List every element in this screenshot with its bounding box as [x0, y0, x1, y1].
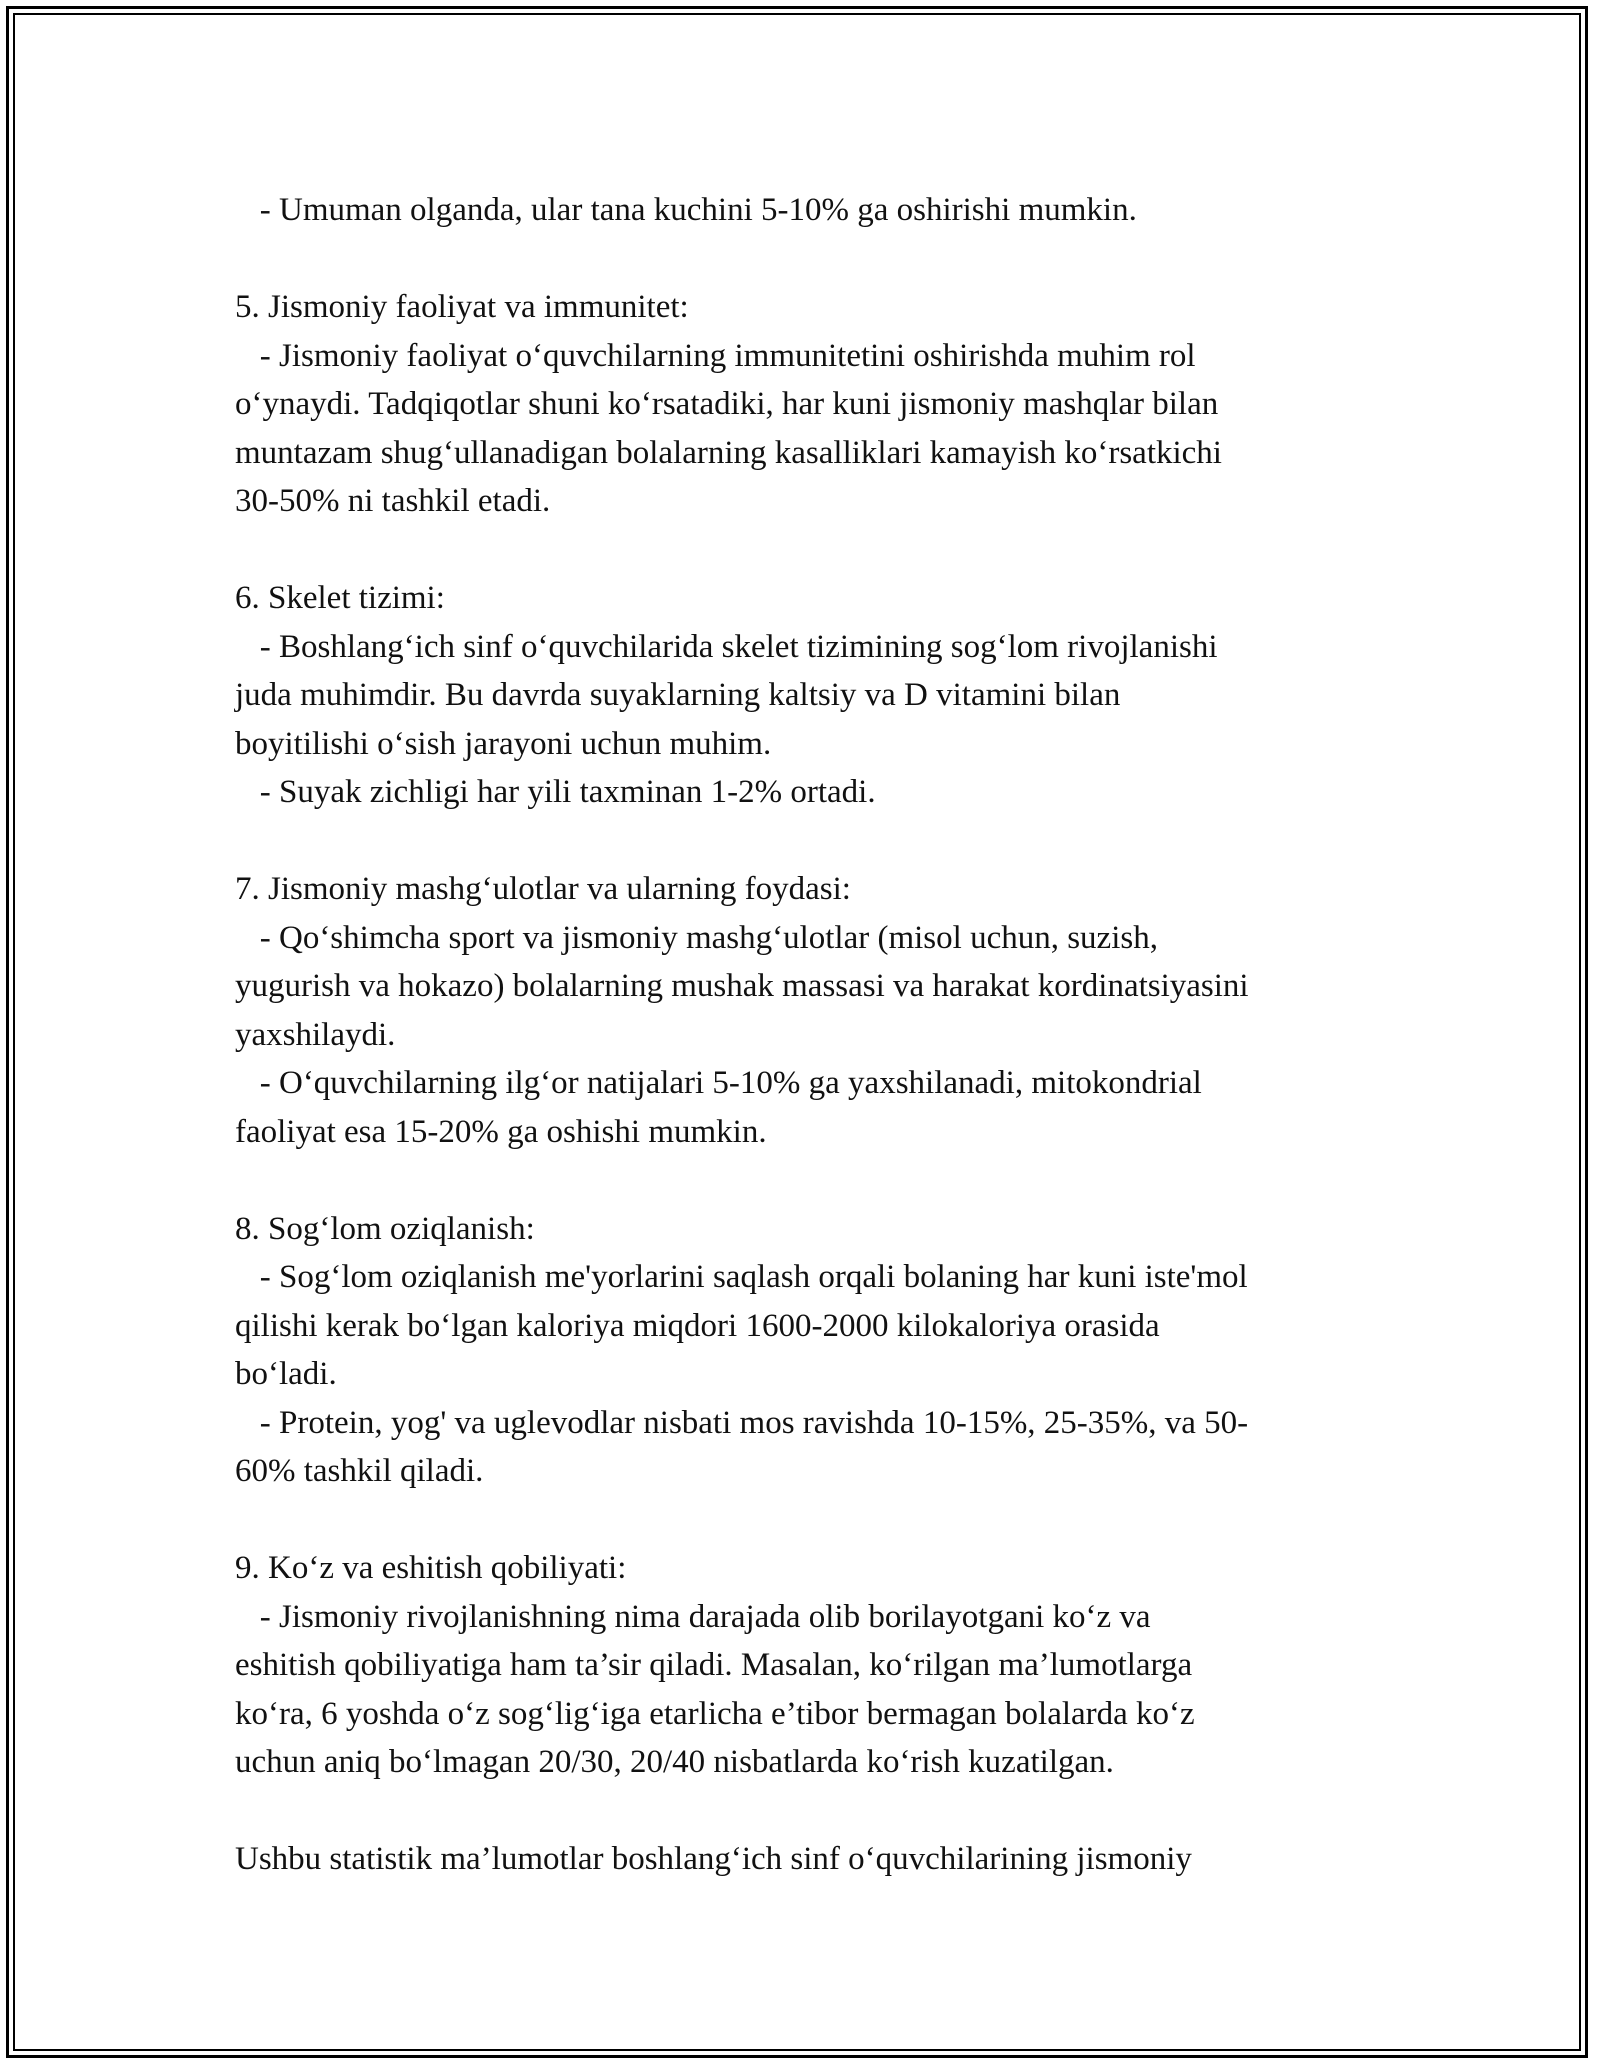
section-heading: 9. Ko‘z va eshitish qobiliyati:: [235, 1550, 627, 1586]
text-line: ko‘ra, 6 yoshda o‘z sog‘lig‘iga etarlicha e’tibor bermagan bolalarda ko‘z: [235, 1695, 1195, 1732]
text-line: 30-50% ni tashkil etadi.: [235, 483, 551, 519]
text-line: uchun aniq bo‘lmagan 20/30, 20/40 nisbatlarda ko‘rish kuzatilgan.: [235, 1744, 1114, 1780]
text-line: Ushbu statistik ma’lumotlar boshlang‘ich sinf o‘quvchilarining jismoniy: [235, 1841, 1192, 1877]
text-line: - Sog‘lom oziqlanish me'yorlarini saqlash orqali bolaning har kuni iste'mol: [235, 1259, 1248, 1295]
text-line: juda muhimdir. Bu davrda suyaklarning kaltsiy va D vitamini bilan: [235, 677, 1121, 713]
text-line: - O‘quvchilarning ilg‘or natijalari 5-10% ga yaxshilanadi, mitokondrial: [235, 1065, 1202, 1101]
blank-line: [235, 817, 1380, 866]
text-line: - Boshlang‘ich sinf o‘quvchilarida skelet tizimining sog‘lom rivojlanishi: [235, 628, 1218, 665]
text-line: eshitish qobiliyatiga ham ta’sir qiladi. Masalan, ko‘rilgan ma’lumotlarga: [235, 1647, 1193, 1683]
text-line: - Protein, yog' va uglevodlar nisbati mos ravishda 10-15%, 25-35%, va 50-: [235, 1404, 1249, 1441]
text-line: yugurish va hokazo) bolalarning mushak massasi va harakat kordinatsiyasini: [235, 968, 1249, 1004]
document-body: [235, 186, 1380, 1884]
blank-line: [235, 526, 1380, 575]
text-line: yaxshilaydi.: [235, 1016, 396, 1053]
text-line: qilishi kerak bo‘lgan kaloriya miqdori 1600-2000 kilokaloriya orasida: [235, 1307, 1160, 1344]
section-heading: 5. Jismoniy faoliyat va immunitet:: [235, 289, 689, 325]
section-heading: 7. Jismoniy mashg‘ulotlar va ularning foydasi:: [235, 871, 851, 907]
text-line: - Suyak zichligi har yili taxminan 1-2% ortadi.: [235, 774, 876, 810]
blank-line: [235, 1496, 1380, 1545]
section-heading: 6. Skelet tizimi:: [235, 580, 445, 616]
text-line: bo‘ladi.: [235, 1356, 337, 1392]
blank-line: [235, 1156, 1380, 1205]
blank-line: [235, 1787, 1380, 1836]
text-line: - Umuman olganda, ular tana kuchini 5-10% ga oshirishi mumkin.: [235, 192, 1137, 228]
text-line: - Jismoniy faoliyat o‘quvchilarning immunitetini oshirishda muhim rol: [235, 337, 1196, 374]
text-line: - Jismoniy rivojlanishning nima darajada olib borilayotgani ko‘z va: [235, 1598, 1151, 1635]
text-line: faoliyat esa 15-20% ga oshishi mumkin.: [235, 1113, 767, 1150]
blank-line: [235, 235, 1380, 284]
text-line: - Qo‘shimcha sport va jismoniy mashg‘ulotlar (misol uchun, suzish,: [235, 919, 1158, 956]
text-line: boyitilishi o‘sish jarayoni uchun muhim.: [235, 725, 772, 762]
text-line: muntazam shug‘ullanadigan bolalarning kasalliklari kamayish ko‘rsatkichi: [235, 434, 1222, 471]
text-line: 60% tashkil qiladi.: [235, 1453, 484, 1489]
section-heading: 8. Sog‘lom oziqlanish:: [235, 1210, 535, 1247]
text-line: o‘ynaydi. Tadqiqotlar shuni ko‘rsatadiki, har kuni jismoniy mashqlar bilan: [235, 386, 1219, 422]
